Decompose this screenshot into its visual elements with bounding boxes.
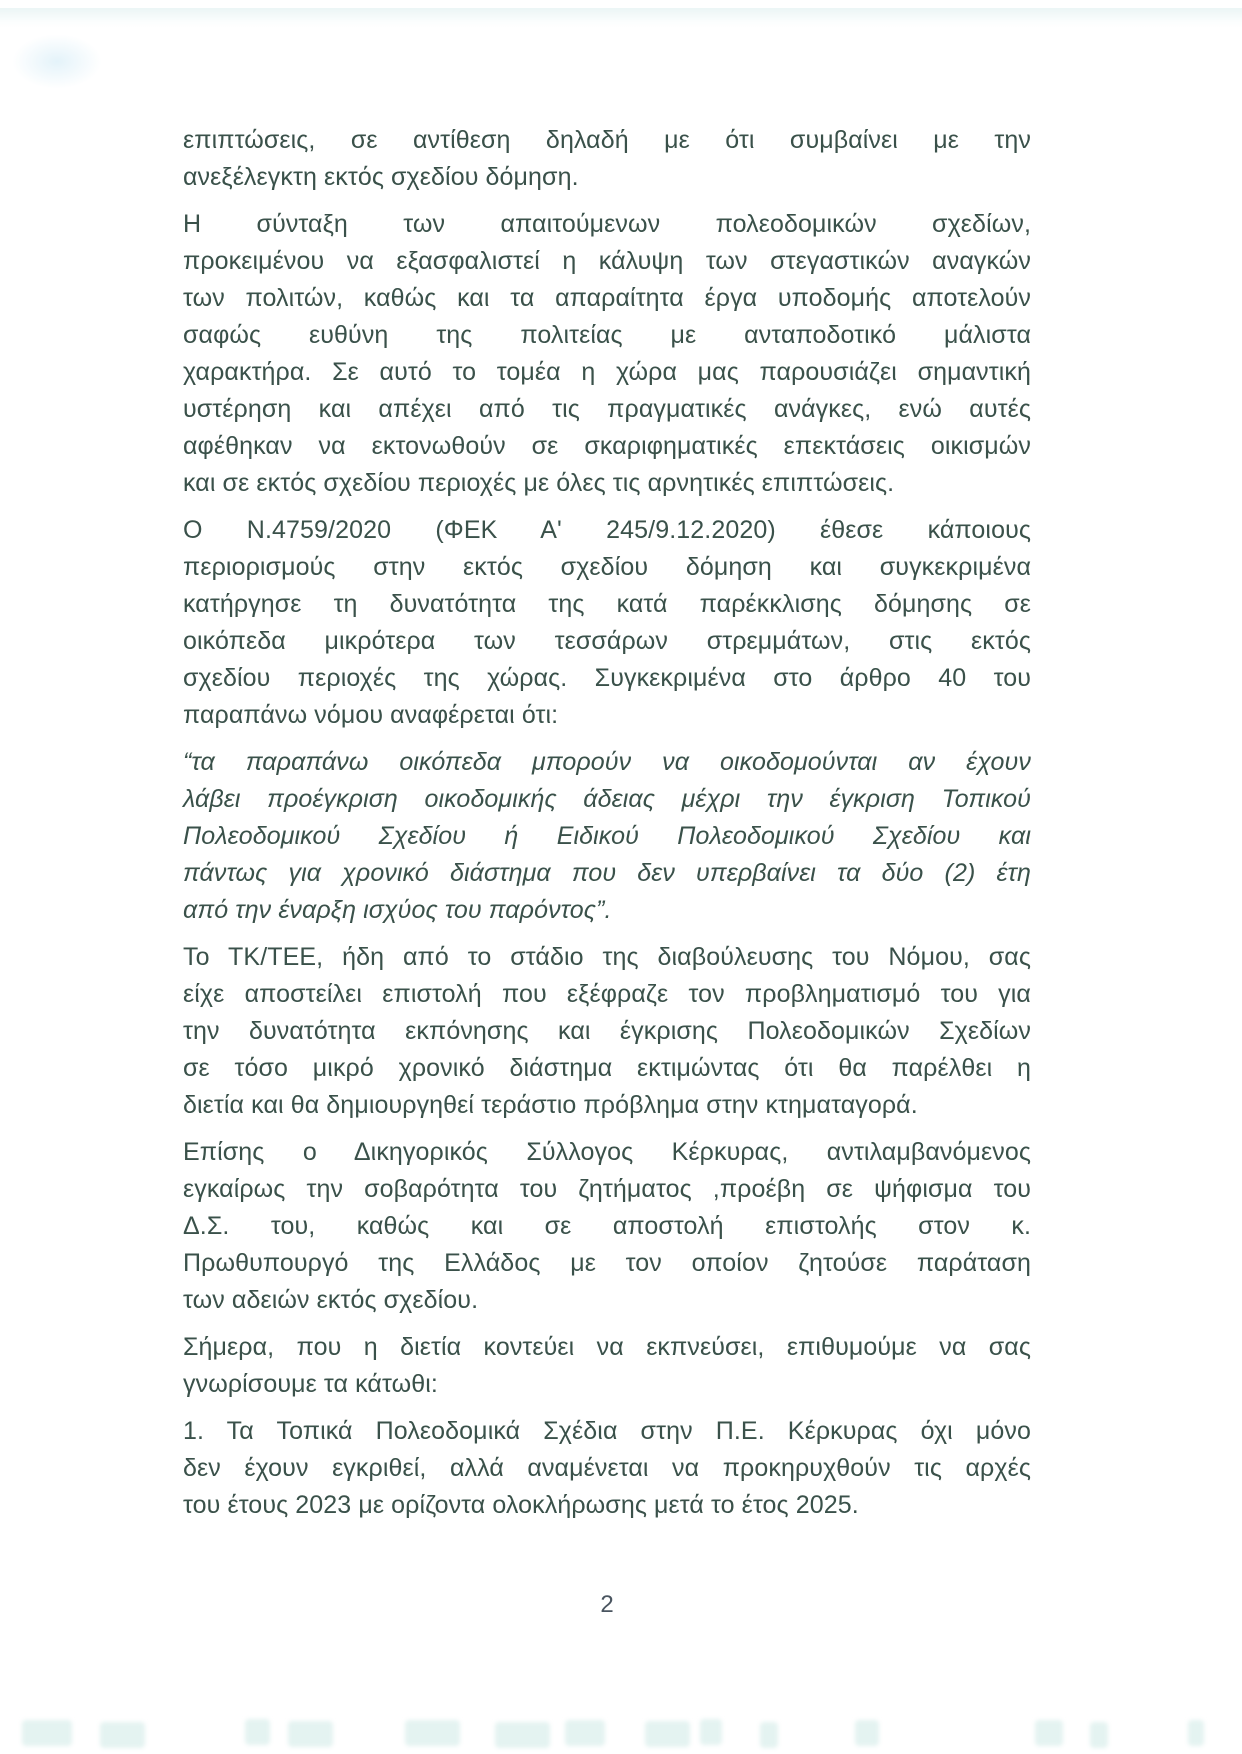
scan-smudge — [22, 1720, 72, 1746]
scan-artifact-bottom — [0, 1714, 1242, 1754]
scan-smudge — [565, 1720, 605, 1746]
text-line: Δ.Σ. του, καθώς και σε αποστολή επιστολής στον κ. — [183, 1212, 1031, 1240]
text-line: Ο Ν.4759/2020 (ΦΕΚ Α' 245/9.12.2020) έθεσε κάποιους — [183, 516, 1031, 544]
text-line: αφέθηκαν να εκτονωθούν σε σκαριφηματικές επεκτάσεις οικισμών — [183, 432, 1031, 460]
paragraph — [183, 122, 1031, 196]
text-line: κατήργησε τη δυνατότητα της κατά παρέκκλισης δόμησης σε — [183, 590, 1031, 618]
text-line: 1. Τα Τοπικά Πολεοδομικά Σχέδια στην Π.Ε. Κέρκυρας όχι μόνο — [183, 1417, 1031, 1445]
text-line: είχε αποστείλει επιστολή που εξέφραζε τον προβληματισμό του για — [183, 980, 1031, 1008]
text-line: Το ΤΚ/ΤΕΕ, ήδη από το στάδιο της διαβούλευσης του Νόμου, σας — [183, 943, 1031, 971]
text-line: των πολιτών, καθώς και τα απαραίτητα έργα υποδομής αποτελούν — [183, 284, 1031, 312]
paragraph — [183, 1413, 1031, 1524]
text-line: χαρακτήρα. Σε αυτό το τομέα η χώρα μας παρουσιάζει σημαντική — [183, 358, 1031, 386]
paragraph — [183, 512, 1031, 734]
text-line: από την έναρξη ισχύος του παρόντος”. — [183, 896, 612, 924]
text-line: Η σύνταξη των απαιτούμενων πολεοδομικών σχεδίων, — [183, 210, 1031, 238]
text-line: ανεξέλεγκτη εκτός σχεδίου δόμηση. — [183, 163, 579, 191]
text-line: σε τόσο μικρό χρονικό διάστημα εκτιμώντας ότι θα παρέλθει η — [183, 1054, 1031, 1082]
scan-smudge — [405, 1720, 460, 1746]
paragraph — [183, 206, 1031, 502]
page-number: 2 — [600, 1591, 614, 1618]
text-line: πάντως για χρονικό διάστημα που δεν υπερβαίνει τα δύο (2) έτη — [183, 859, 1031, 887]
letter-body — [183, 122, 1031, 1534]
text-line: των αδειών εκτός σχεδίου. — [183, 1286, 479, 1314]
paragraph — [183, 1329, 1031, 1403]
scan-artifact-top — [0, 8, 1242, 28]
scan-smudge — [855, 1720, 879, 1746]
text-line: σχεδίου περιοχές της χώρας. Συγκεκριμένα στο άρθρο 40 του — [183, 664, 1031, 692]
scan-smudge — [760, 1722, 778, 1748]
text-line: εγκαίρως την σοβαρότητα του ζητήματος ,προέβη σε ψήφισμα του — [183, 1175, 1031, 1203]
scan-smudge — [1035, 1720, 1063, 1746]
text-line: οικόπεδα μικρότερα των τεσσάρων στρεμμάτων, στις εκτός — [183, 627, 1031, 655]
text-line: και σε εκτός σχεδίου περιοχές με όλες τις αρνητικές επιπτώσεις. — [183, 469, 895, 497]
text-line: “τα παραπάνω οικόπεδα μπορούν να οικοδομούνται αν έχουν — [183, 748, 1031, 776]
text-line: περιορισμούς στην εκτός σχεδίου δόμηση και συγκεκριμένα — [183, 553, 1031, 581]
text-line: Σήμερα, που η διετία κοντεύει να εκπνεύσει, επιθυμούμε να σας — [183, 1333, 1031, 1361]
text-line: Πολεοδομικού Σχεδίου ή Ειδικού Πολεοδομικού Σχεδίου και — [183, 822, 1031, 850]
scan-smudge — [645, 1721, 690, 1747]
scan-smudge — [1188, 1720, 1204, 1746]
scan-smudge — [495, 1722, 550, 1748]
text-line: παραπάνω νόμου αναφέρεται ότι: — [183, 701, 559, 729]
scan-smudge — [100, 1722, 145, 1748]
text-line: επιπτώσεις, σε αντίθεση δηλαδή με ότι συμβαίνει με την — [183, 126, 1031, 154]
text-line: υστέρηση και απέχει από τις πραγματικές ανάγκες, ενώ αυτές — [183, 395, 1031, 423]
text-line: προκειμένου να εξασφαλιστεί η κάλυψη των στεγαστικών αναγκών — [183, 247, 1031, 275]
text-line: διετία και θα δημιουργηθεί τεράστιο πρόβλημα στην κτηματαγορά. — [183, 1091, 918, 1119]
text-line: την δυνατότητα εκπόνησης και έγκρισης Πολεοδομικών Σχεδίων — [183, 1017, 1031, 1045]
text-line: Πρωθυπουργό της Ελλάδος με τον οποίον ζητούσε παράταση — [183, 1249, 1031, 1277]
text-line: δεν έχουν εγκριθεί, αλλά αναμένεται να προκηρυχθούν τις αρχές — [183, 1454, 1031, 1482]
text-line: Επίσης ο Δικηγορικός Σύλλογος Κέρκυρας, αντιλαμβανόμενος — [183, 1138, 1031, 1166]
text-line: του έτους 2023 με ορίζοντα ολοκλήρωσης μετά το έτος 2025. — [183, 1491, 859, 1519]
paragraph — [183, 939, 1031, 1124]
text-line: σαφώς ευθύνη της πολιτείας με ανταποδοτικό μάλιστα — [183, 321, 1031, 349]
text-line: γνωρίσουμε τα κάτωθι: — [183, 1370, 438, 1398]
scan-smudge — [288, 1721, 333, 1747]
scan-smudge — [1090, 1722, 1108, 1748]
scan-smudge — [700, 1719, 722, 1745]
paragraph — [183, 1134, 1031, 1319]
text-line: λάβει προέγκριση οικοδομικής άδειας μέχρι την έγκριση Τοπικού — [183, 785, 1031, 813]
scan-smudge — [245, 1719, 270, 1745]
scan-artifact-blob — [12, 34, 102, 89]
paragraph — [183, 744, 1031, 929]
